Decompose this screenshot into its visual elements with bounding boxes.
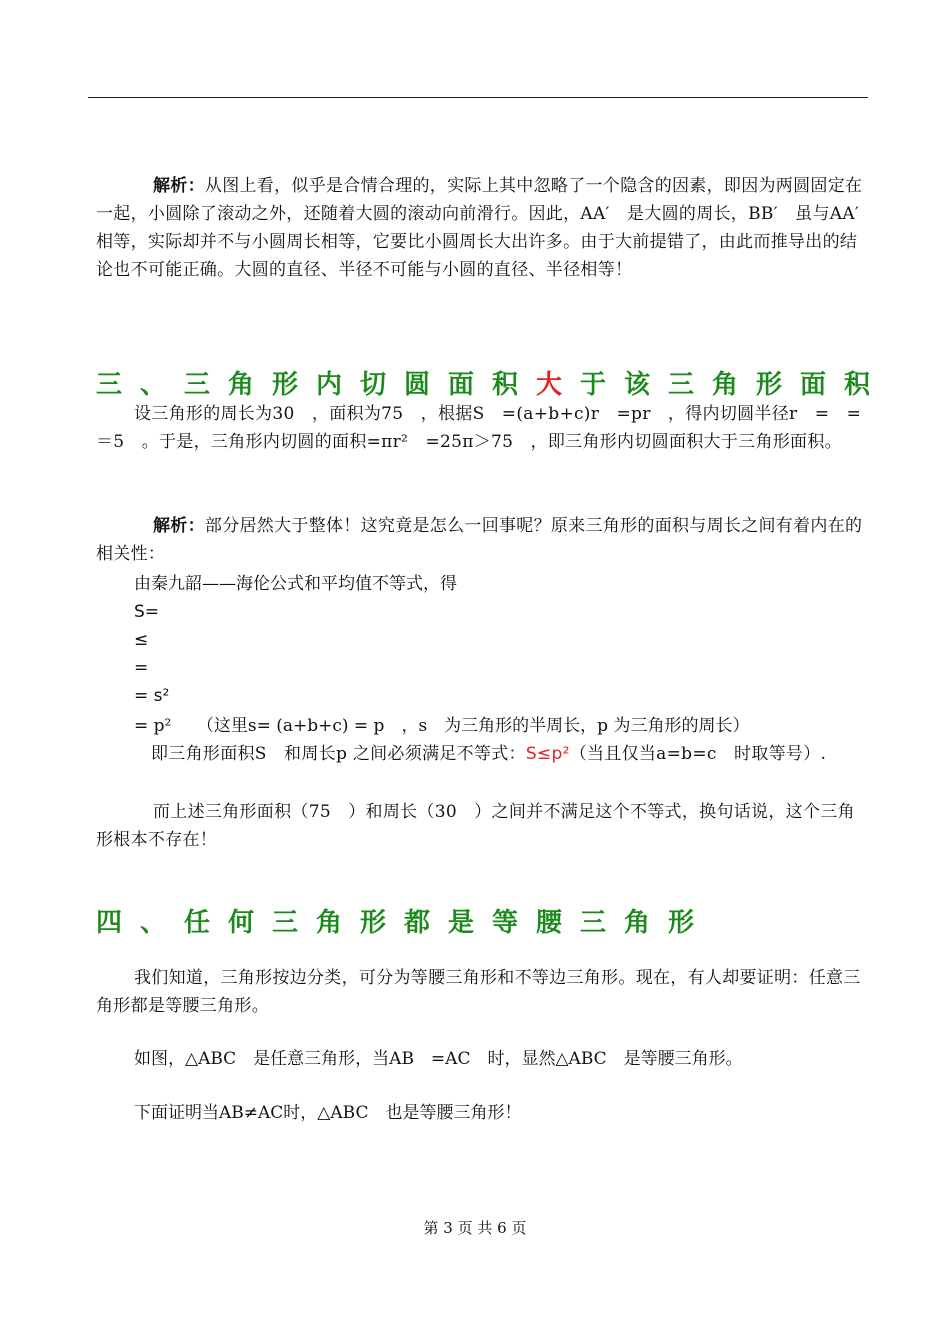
section-4-paragraph-1 bbox=[96, 964, 868, 1020]
section-3-heading-red: 大 bbox=[536, 370, 581, 400]
final-paragraph bbox=[96, 798, 868, 854]
formula-line-5: = p² （这里s= (a+b+c) = p ，s 为三角形的半周长，p 为三角形的周长） bbox=[134, 716, 750, 736]
page-footer: 第 3 页 共 6 页 bbox=[423, 1219, 527, 1237]
section-3-heading-part-b: 于该三角形面积 bbox=[580, 370, 889, 400]
section-4-paragraph-2: 如图，△ABC 是任意三角形，当AB =AC 时，显然△ABC 是等腰三角形。 bbox=[134, 1049, 743, 1069]
formula-line-4: = s² bbox=[134, 686, 170, 706]
formula-line-2: ≤ bbox=[134, 630, 149, 650]
section-3-paragraph bbox=[96, 400, 868, 456]
section-3-heading-part-a: 三、三角形内切圆面积 bbox=[96, 370, 537, 400]
conclusion-text-a: 即三角形面积S 和周长p 之间必须满足不等式： bbox=[151, 744, 526, 764]
formula-intro: 由秦九韶——海伦公式和平均值不等式，得 bbox=[134, 574, 457, 594]
final-text: 而上述三角形面积（75 ）和周长（30 ）之间并不满足这个不等式，换句话说，这个三角形根本不存在！ bbox=[96, 802, 855, 850]
inequality-red: S≤p² bbox=[525, 744, 570, 764]
section-4-paragraph-3: 下面证明当AB≠AC时，△ABC 也是等腰三角形！ bbox=[134, 1103, 522, 1123]
section-4-heading: 四、任何三角形都是等腰三角形 bbox=[96, 908, 713, 938]
conclusion-text-b: （当且仅当a=b=c 时取等号）. bbox=[569, 744, 827, 764]
section-3-heading bbox=[96, 368, 888, 402]
analysis-text: 从图上看，似乎是合情合理的，实际上其中忽略了一个隐含的因素，即因为两圆固定在一起，小圆除了滚动之外，还随着大圆的滚动向前滑行。因此，AA′ 是大圆的周长，BB′ 虽与AA′ 相等，实际却并不与小圆周长相等，它要比小圆周长大出许多。由于大前提错了，由此而推导出的结论也不可能正确。大圆的直径、半径不可能与小圆的直径、半径相等！ bbox=[96, 176, 877, 280]
analysis-label-2: 解析： bbox=[153, 516, 205, 536]
analysis-label: 解析： bbox=[153, 176, 205, 196]
header-rule bbox=[88, 97, 868, 98]
formula-line-1: S= bbox=[134, 602, 160, 622]
analysis-text-2: 部分居然大于整体！这究竟是怎么一回事呢？原来三角形的面积与周长之间有着内在的相关性： bbox=[96, 516, 863, 564]
analysis-paragraph-2 bbox=[96, 512, 868, 568]
section-3-text: 设三角形的周长为30 ，面积为75 ，根据S =(a+b+c)r =pr ，得内切圆半径r = =＝5 。于是，三角形内切圆的面积=πr² =25π＞75 ，即三角形内切圆面积大于三角形面积。 bbox=[96, 404, 862, 452]
formula-line-3: = bbox=[134, 658, 149, 678]
section-4-text-1: 我们知道，三角形按边分类，可分为等腰三角形和不等边三角形。现在，有人却要证明：任意三角形都是等腰三角形。 bbox=[96, 968, 861, 1016]
inequality-conclusion bbox=[96, 740, 868, 768]
analysis-paragraph-1 bbox=[96, 172, 877, 284]
